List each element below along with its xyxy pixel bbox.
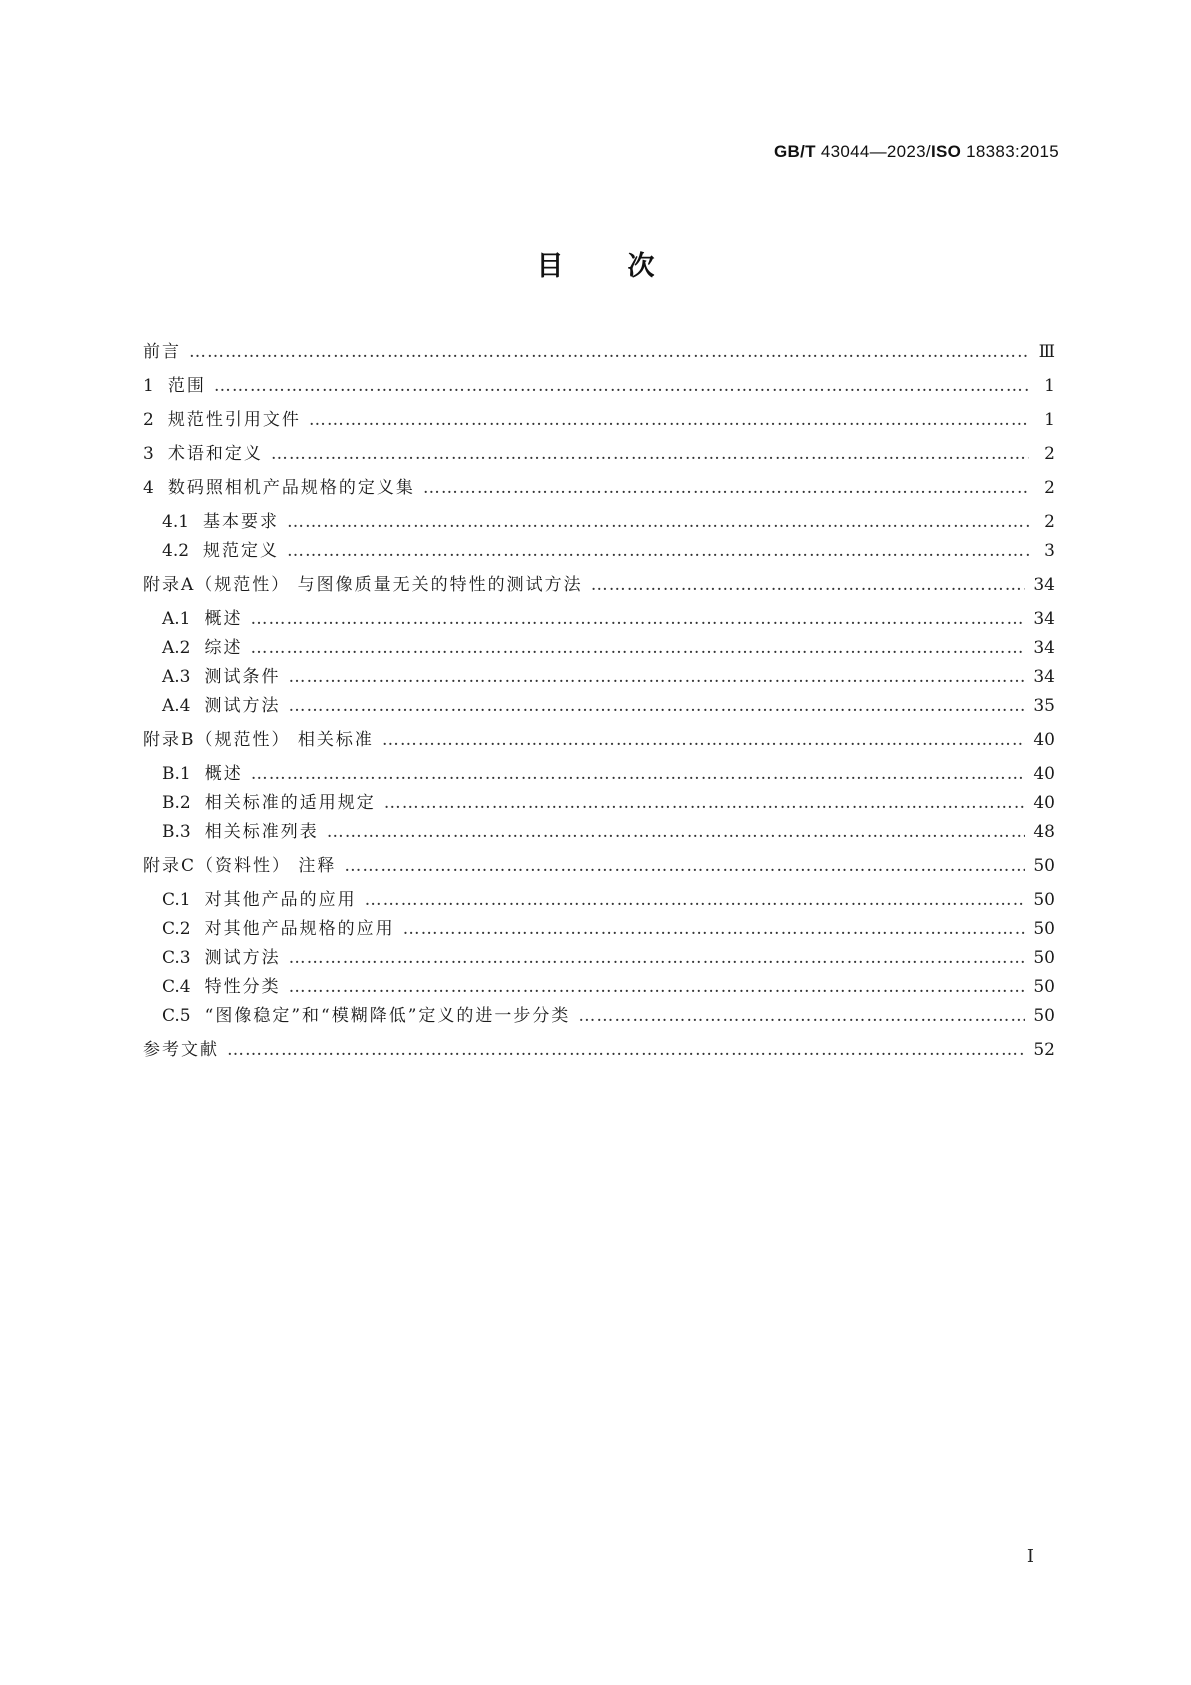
toc-page-number: 2 [1044,512,1055,532]
toc-entry-c-5[interactable] [162,1004,1055,1028]
toc-page-number: 35 [1033,696,1055,716]
toc-entry-number: 4.2 [162,541,190,561]
toc-page-number: 2 [1044,444,1055,464]
toc-entry-c-2[interactable] [162,917,1055,941]
toc-entry-number: C.3 [162,948,191,968]
toc-page-number: 50 [1033,856,1055,876]
toc-entry-label: 附录C（资料性） 注释 [143,856,337,876]
toc-page-number: 48 [1033,822,1055,842]
toc-leader [423,476,1029,500]
toc-entry-number: B.3 [162,822,191,842]
toc-leader [327,820,1026,844]
toc-entry-c-3[interactable] [162,946,1055,970]
toc-entry-label: 概述 [204,764,243,784]
toc-leader [344,854,1025,878]
toc-leader [289,665,1026,689]
toc-entry-label: 相关标准列表 [204,822,319,842]
toc-entry-4-1[interactable] [162,510,1055,534]
toc-leader [287,539,1029,563]
toc-entry-annex-a[interactable] [143,573,1055,597]
toc-entry-label: 数码照相机产品规格的定义集 [167,478,415,498]
doc-code-number: 43044—2023/ [820,142,931,161]
toc-leader [287,510,1029,534]
toc-entry-a-3[interactable] [162,665,1055,689]
toc-entry-a-4[interactable] [162,694,1055,718]
doc-code-suffix: 18383:2015 [966,142,1059,161]
toc-entry-b-1[interactable] [162,762,1055,786]
toc-entry-3[interactable] [143,442,1055,466]
toc-entry-references[interactable] [143,1038,1055,1062]
toc-entry-label: 前言 [143,342,181,362]
toc-leader [251,607,1026,631]
toc-entry-number: B.2 [162,793,191,813]
toc-entry-b-3[interactable] [162,820,1055,844]
toc-page-number: 34 [1033,609,1055,629]
toc-entry-a-1[interactable] [162,607,1055,631]
doc-code-iso: ISO [930,142,962,161]
toc-page-number: 50 [1033,948,1055,968]
toc-leader [591,573,1026,597]
toc-page-number: 40 [1033,730,1055,750]
toc-entry-label: 规范定义 [203,541,280,561]
page-title: 目次 [536,251,719,282]
toc-leader [227,1038,1025,1062]
toc-entry-label: 测试方法 [204,696,281,716]
toc-leader [251,762,1026,786]
document-code [774,142,1059,162]
toc-entry-label: 规范性引用文件 [167,410,301,430]
toc-page-number: 1 [1044,376,1055,396]
toc-entry-number: A.1 [162,609,191,629]
toc-entry-label: “图像稳定”和“模糊降低”定义的进一步分类 [204,1006,571,1026]
toc-entry-label: 测试条件 [204,667,281,687]
toc-leader [382,728,1025,752]
toc-leader [365,888,1026,912]
toc-entry-1[interactable] [143,374,1055,398]
toc-entry-annex-c[interactable] [143,854,1055,878]
toc-entry-number: 3 [143,444,154,464]
toc-entry-b-2[interactable] [162,791,1055,815]
toc-entry-number: B.1 [162,764,191,784]
toc-entry-annex-b[interactable] [143,728,1055,752]
toc-page-number: 2 [1044,478,1055,498]
toc-page-number: 34 [1033,575,1055,595]
toc-entry-c-4[interactable] [162,975,1055,999]
toc-entry-number: C.2 [162,919,191,939]
toc-entry-number: A.3 [162,667,191,687]
toc-leader [214,374,1029,398]
toc-entry-a-2[interactable] [162,636,1055,660]
toc-leader [403,917,1026,941]
page-number: I [1026,1546,1034,1567]
toc-entry-number: 4.1 [162,512,190,532]
toc-entry-c-1[interactable] [162,888,1055,912]
toc-leader [289,694,1026,718]
toc-page-number: 50 [1033,977,1055,997]
toc-entry-number: A.4 [162,696,191,716]
toc-entry-label: 附录B（规范性） 相关标准 [143,730,374,750]
toc-entry-number: 1 [143,376,154,396]
toc-entry-number: C.4 [162,977,191,997]
toc-leader [189,340,1029,364]
toc-page-number: 50 [1033,890,1055,910]
toc-entry-label: 相关标准的适用规定 [204,793,376,813]
toc-entry-label: 特性分类 [204,977,281,997]
toc-page-number: 40 [1033,793,1055,813]
toc-entry-number: C.1 [162,890,191,910]
toc-entry-number: C.5 [162,1006,191,1026]
toc-entry-label: 测试方法 [204,948,281,968]
toc-page-number: 52 [1033,1040,1055,1060]
toc-entry-label: 概述 [204,609,243,629]
toc-entry-number: 4 [143,478,154,498]
toc-entry-number: A.2 [162,638,191,658]
toc-page-number: 50 [1033,919,1055,939]
toc-page-number: 40 [1033,764,1055,784]
toc-leader [309,408,1029,432]
toc-page-number: Ⅲ [1038,342,1055,362]
toc-leader [578,1004,1025,1028]
toc-leader [251,636,1026,660]
toc-entry-label: 对其他产品的应用 [204,890,357,910]
toc-entry-label: 参考文献 [143,1040,219,1060]
toc-entry-label: 对其他产品规格的应用 [204,919,395,939]
toc-entry-label: 附录A（规范性） 与图像质量无关的特性的测试方法 [143,575,583,595]
toc-entry-2[interactable] [143,408,1055,432]
toc-entry-label: 范围 [167,376,206,396]
toc-entry-label: 综述 [204,638,243,658]
toc-leader [289,975,1026,999]
toc-entry-foreword[interactable] [143,340,1055,364]
toc-page-number: 50 [1033,1006,1055,1026]
toc-leader [289,946,1026,970]
doc-code-prefix: GB/T [773,142,816,161]
toc-entry-label: 术语和定义 [167,444,263,464]
toc-entry-4-2[interactable] [162,539,1055,563]
toc-entry-4[interactable] [143,476,1055,500]
toc-page-number: 1 [1044,410,1055,430]
toc-entry-label: 基本要求 [203,512,280,532]
toc-page-number: 34 [1033,638,1055,658]
toc-page-number: 34 [1033,667,1055,687]
toc-entry-number: 2 [143,410,154,430]
toc-leader [384,791,1026,815]
toc-page-number: 3 [1044,541,1055,561]
toc-leader [271,442,1029,466]
